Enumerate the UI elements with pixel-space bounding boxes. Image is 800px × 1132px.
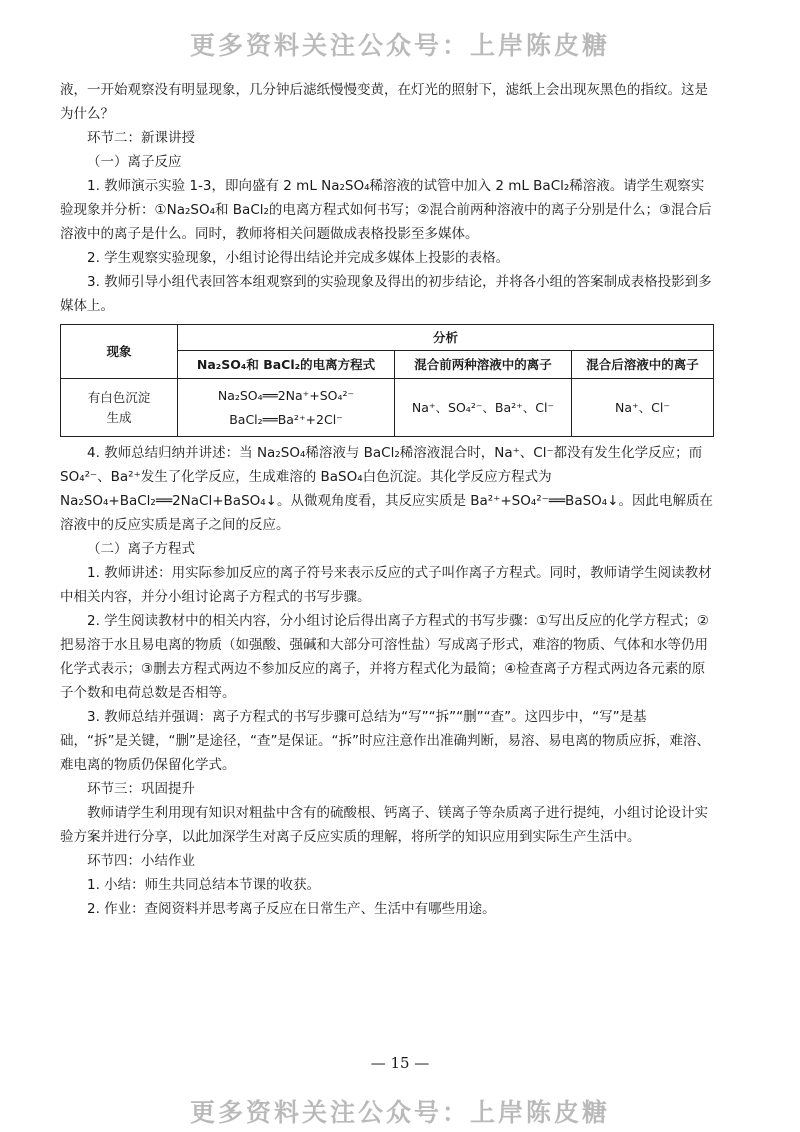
watermark-top: 更多资料关注公众号：上岸陈皮糖 — [189, 31, 610, 60]
step-4-summary: 4. 教师总结归纳并讲述：当 Na₂SO₄稀溶液与 BaCl₂稀溶液混合时，Na⁺、Cl⁻都没有发生化学反应；而 SO₄²⁻、Ba²⁺发生了化学反应，生成难溶的 BaSO₄白色沉淀。其化学反应方程式为 Na₂SO₄+BaCl₂══2NaCl+BaSO₄↓。从微观角度看，其反应实质是 Ba²⁺+SO₄²⁻══BaSO₄↓。因此电解质在溶液中的反应实质是离子之间的反应。 — [60, 445, 714, 533]
step-1-demo: 1. 教师演示实验 1-3，即向盛有 2 mL Na₂SO₄稀溶液的试管中加入 2 mL BaCl₂稀溶液。请学生观察实验现象并分析：①Na₂SO₄和 BaCl₂的电离方程式如何书写；②混合前两种溶液中的离子分别是什么；③混合后溶液中的离子是什么。同时，教师将相关问题做成表格投影至多媒体。 — [60, 178, 712, 242]
header-analysis: 分析 — [178, 325, 714, 351]
cell-phenomenon: 有白色沉淀生成 — [61, 379, 178, 437]
subsection-heading-ion-reaction: （一）离子反应 — [87, 154, 182, 170]
ionic-step-1: 1. 教师讲述：用实际参加反应的离子符号来表示反应的式子叫作离子方程式。同时，教师请学生阅读教材中相关内容，并分小组讨论离子方程式的书写步骤。 — [60, 565, 712, 605]
step-2-observe: 2. 学生观察实验现象，小组讨论得出结论并完成多媒体上投影的表格。 — [87, 250, 510, 266]
ionic-step-3: 3. 教师总结并强调：离子方程式的书写步骤可总结为“写”“拆”“删”“查”。这四步中，“写”是基础，“拆”是关键，“删”是途径，“查”是保证。“拆”时应注意作出准确判断，易溶、易电离的物质应拆，难溶、难电离的物质仍保留化学式。 — [60, 709, 710, 773]
page-number: — 15 — — [370, 1054, 430, 1072]
document-body — [60, 78, 714, 921]
cell-ions-after: Na⁺、Cl⁻ — [572, 379, 714, 437]
section-heading-2: 环节二：新课讲授 — [87, 130, 195, 146]
table-row — [61, 379, 714, 437]
section-heading-3: 环节三：巩固提升 — [87, 781, 195, 797]
equation-bacl2: BaCl₂══Ba²⁺+2Cl⁻ — [229, 411, 343, 427]
ionic-step-2: 2. 学生阅读教材中的相关内容，分小组讨论后得出离子方程式的书写步骤：①写出反应的化学方程式；②把易溶于水且易电离的物质（如强酸、强碱和大部分可溶性盐）写成离子形式，难溶的物质、气体和水等仍用化学式表示；③删去方程式两边不参加反应的离子，并将方程式化为最简；④检查离子方程式两边各元素的原子个数和电荷总数是否相等。 — [60, 613, 709, 701]
section-heading-4: 环节四：小结作业 — [87, 853, 195, 869]
subsection-heading-ionic-equation: （二）离子方程式 — [87, 541, 195, 557]
watermark-bottom: 更多资料关注公众号：上岸陈皮糖 — [189, 1098, 610, 1127]
step-3-report: 3. 教师引导小组代表回答本组观察到的实验现象及得出的初步结论，并将各小组的答案制成表格投影到多媒体上。 — [60, 274, 712, 314]
paragraph-intro-continued: 液，一开始观察没有明显现象，几分钟后滤纸慢慢变黄，在灯光的照射下，滤纸上会出现灰黑色的指纹。这是为什么？ — [60, 82, 708, 122]
header-phenomenon: 现象 — [61, 325, 178, 379]
analysis-table — [60, 324, 714, 437]
cell-ions-before: Na⁺、SO₄²⁻、Ba²⁺、Cl⁻ — [395, 379, 572, 437]
equation-na2so4: Na₂SO₄══2Na⁺+SO₄²⁻ — [217, 387, 355, 403]
homework-item: 2. 作业：查阅资料并思考离子反应在日常生产、生活中有哪些用途。 — [87, 901, 496, 917]
consolidation-paragraph: 教师请学生利用现有知识对粗盐中含有的硫酸根、钙离子、镁离子等杂质离子进行提纯，小组讨论设计实验方案并进行分享，以此加深学生对离子反应实质的理解，将所学的知识应用到实际生产生活中。 — [60, 805, 708, 845]
header-ions-after: 混合后溶液中的离子 — [572, 351, 714, 379]
header-ionization-equations: Na₂SO₄和 BaCl₂的电离方程式 — [178, 351, 395, 379]
header-ions-before: 混合前两种溶液中的离子 — [395, 351, 572, 379]
cell-equations — [178, 379, 395, 437]
summary-item: 1. 小结：师生共同总结本节课的收获。 — [87, 877, 321, 893]
